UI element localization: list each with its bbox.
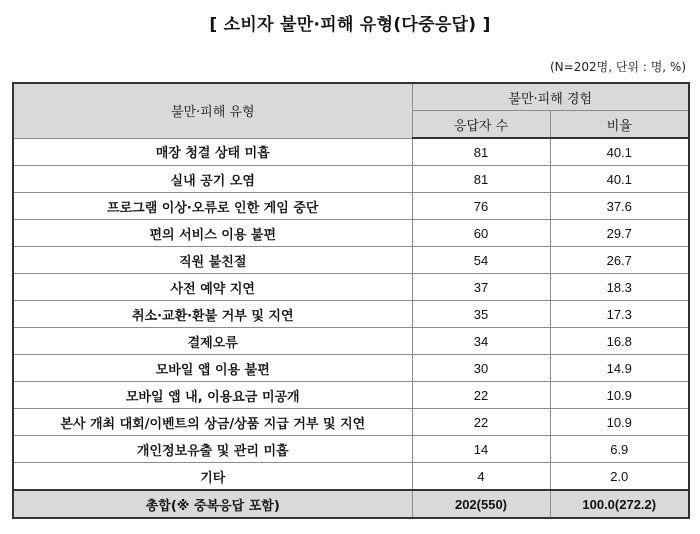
row-count-cell: 76 (412, 193, 550, 220)
total-ratio: 100.0(272.2) (550, 490, 689, 518)
row-count-cell: 37 (412, 274, 550, 301)
row-type-cell: 취소·교환·환불 거부 및 지연 (13, 301, 412, 328)
row-type-cell: 결제오류 (13, 328, 412, 355)
row-count-cell: 54 (412, 247, 550, 274)
table-row (13, 274, 689, 301)
row-count-cell: 22 (412, 382, 550, 409)
header-count: 응답자 수 (412, 111, 550, 139)
row-count-cell: 22 (412, 409, 550, 436)
row-count-cell: 81 (412, 138, 550, 166)
row-ratio-cell: 10.9 (550, 382, 689, 409)
row-ratio-cell: 37.6 (550, 193, 689, 220)
row-ratio-cell: 17.3 (550, 301, 689, 328)
table-row (13, 436, 689, 463)
row-count-cell: 4 (412, 463, 550, 491)
row-type-cell: 프로그램 이상·오류로 인한 게임 중단 (13, 193, 412, 220)
row-ratio-cell: 18.3 (550, 274, 689, 301)
table-row (13, 409, 689, 436)
total-label: 총합(※ 중복응답 포함) (13, 490, 412, 518)
header-ratio: 비율 (550, 111, 689, 139)
row-count-cell: 30 (412, 355, 550, 382)
table-row (13, 166, 689, 193)
row-type-cell: 기타 (13, 463, 412, 491)
row-type-cell: 편의 서비스 이용 불편 (13, 220, 412, 247)
row-ratio-cell: 40.1 (550, 166, 689, 193)
row-ratio-cell: 6.9 (550, 436, 689, 463)
row-count-cell: 34 (412, 328, 550, 355)
row-count-cell: 60 (412, 220, 550, 247)
table-row (13, 382, 689, 409)
table-row (13, 463, 689, 491)
row-count-cell: 35 (412, 301, 550, 328)
page-title: [ 소비자 불만·피해 유형(다중응답) ] (209, 15, 491, 35)
row-type-cell: 본사 개최 대회/이벤트의 상금/상품 지급 거부 및 지연 (13, 409, 412, 436)
table-row (13, 301, 689, 328)
complaint-table (12, 82, 690, 519)
total-count: 202(550) (412, 490, 550, 518)
row-ratio-cell: 26.7 (550, 247, 689, 274)
row-ratio-cell: 16.8 (550, 328, 689, 355)
row-type-cell: 모바일 앱 내, 이용요금 미공개 (13, 382, 412, 409)
table-row (13, 138, 689, 166)
header-type: 불만·피해 유형 (13, 83, 412, 138)
row-type-cell: 직원 불친절 (13, 247, 412, 274)
row-ratio-cell: 14.9 (550, 355, 689, 382)
total-row (13, 490, 689, 518)
row-type-cell: 개인정보유출 및 관리 미흡 (13, 436, 412, 463)
row-type-cell: 사전 예약 지연 (13, 274, 412, 301)
header-group: 불만·피해 경험 (412, 83, 689, 111)
row-ratio-cell: 40.1 (550, 138, 689, 166)
row-ratio-cell: 10.9 (550, 409, 689, 436)
row-ratio-cell: 2.0 (550, 463, 689, 491)
table-row (13, 328, 689, 355)
row-ratio-cell: 29.7 (550, 220, 689, 247)
row-count-cell: 14 (412, 436, 550, 463)
unit-note: (N=202명, 단위 : 명, %) (550, 60, 686, 74)
row-type-cell: 모바일 앱 이용 불편 (13, 355, 412, 382)
table-row (13, 247, 689, 274)
table-row (13, 220, 689, 247)
table-row (13, 193, 689, 220)
row-type-cell: 실내 공기 오염 (13, 166, 412, 193)
table-row (13, 355, 689, 382)
row-count-cell: 81 (412, 166, 550, 193)
row-type-cell: 매장 청결 상태 미흡 (13, 138, 412, 166)
